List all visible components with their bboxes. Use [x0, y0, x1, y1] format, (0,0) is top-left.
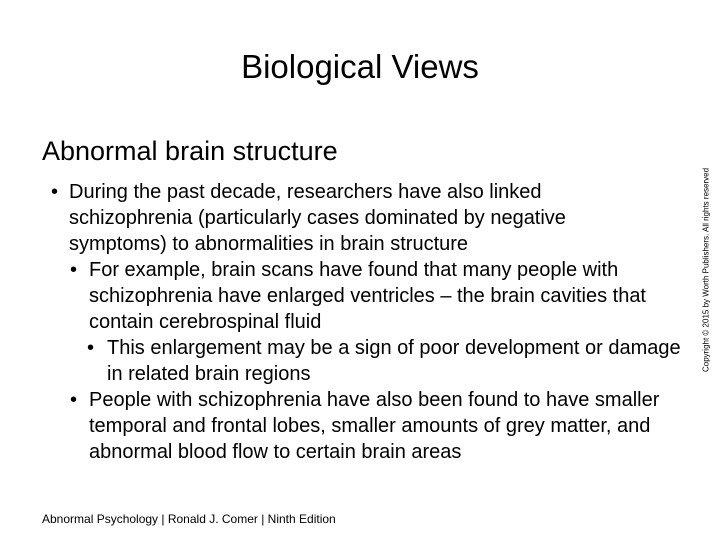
- bullet-text: During the past decade, researchers have also linked schizophrenia (particularly cases dominated by negative symptoms) to abnormalities in brain structure: [69, 181, 566, 255]
- footer-citation: Abnormal Psychology | Ronald J. Comer | Ninth Edition: [42, 512, 336, 526]
- bullet-dot-icon: •: [87, 337, 95, 359]
- bullet-level-1: [51, 179, 649, 257]
- copyright-notice: Copyright © 2015 by Worth Publishers. All rights reserved: [701, 167, 711, 373]
- slide-title: Biological Views: [241, 48, 479, 85]
- bullet-text: For example, brain scans have found that many people with schizophrenia have enlarged ventricles – the brain cavities that contain cerebrospinal fluid: [89, 259, 646, 333]
- slide-subtitle: Abnormal brain structure: [42, 136, 338, 166]
- bullet-dot-icon: •: [51, 181, 59, 203]
- slide-body: [0, 179, 700, 465]
- bullet-dot-icon: •: [70, 389, 78, 411]
- bullet-level-3: [87, 335, 685, 387]
- bullet-dot-icon: •: [70, 259, 78, 281]
- bullet-level-2: [70, 257, 664, 335]
- bullet-level-2: [70, 387, 664, 465]
- bullet-text: People with schizophrenia have also been found to have smaller temporal and frontal lobes, smaller amounts of grey matter, and abnormal blood flow to certain brain areas: [89, 389, 660, 463]
- bullet-text: This enlargement may be a sign of poor development or damage in related brain regions: [107, 337, 681, 385]
